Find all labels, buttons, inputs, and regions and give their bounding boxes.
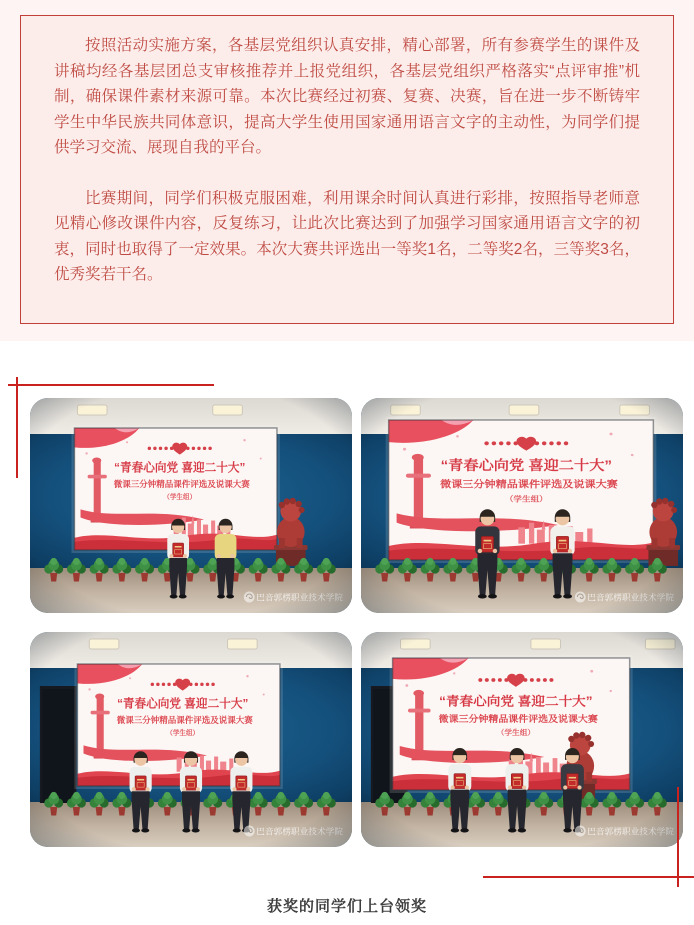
corner-mark-topleft-vertical [16,377,18,478]
intro-paragraph-2: 比赛期间，同学们积极克服困难，利用课余时间认真进行彩排，按照指导老师意见精心修改课件内容，反复练习，让此次比赛达到了加强学习国家通用语言文字的初衷，同时也取得了一定效果。本次大赛共评选出一等奖1名，二等奖2名，三等奖3名，优秀奖若干名。 [54,189,640,283]
award-photo-1[interactable] [30,398,352,613]
intro-paragraph-1: 按照活动实施方案，各基层党组织认真安排，精心部署，所有参赛学生的课件及讲稿均经各基层团总支审核推荐并上报党组织，各基层党组织严格落实“点评审推”机制，确保课件素材来源可靠。本次比赛经过初赛、复赛、决赛，旨在进一步不断铸牢学生中华民族共同体意识，提高大学生使用国家通用语言文字的主动性，为同学们提供学习交流、展现自我的平台。 [54,37,640,156]
award-photo-scene [30,632,352,847]
award-photo-scene [361,632,683,847]
award-photo-3[interactable] [30,632,352,847]
corner-mark-topleft-horizontal [8,384,214,386]
photo-gallery [30,398,683,847]
corner-mark-bottomright-vertical [677,787,679,887]
intro-text-box [20,15,674,324]
award-photo-2[interactable] [361,398,683,613]
award-photo-scene [30,398,352,613]
award-photo-scene [361,398,683,613]
corner-mark-bottomright-horizontal [483,876,694,878]
award-photo-4[interactable] [361,632,683,847]
photo-caption: 获奖的同学们上台领奖 [266,898,427,915]
